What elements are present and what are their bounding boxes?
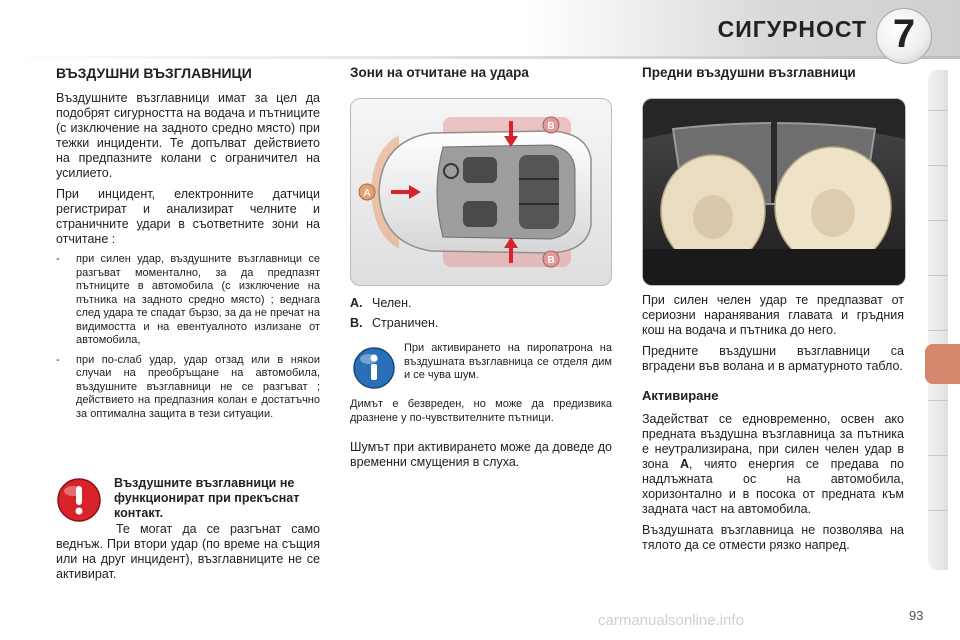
subheading-activation: Активиране bbox=[642, 388, 719, 403]
chapter-tab-divider bbox=[928, 165, 948, 166]
warning-icon bbox=[56, 477, 102, 523]
paragraph: При инцидент, електронните датчици регистрират и анализират челните и страничните удари в съответните зони на отчитане : bbox=[56, 187, 320, 246]
chapter-badge[interactable] bbox=[876, 8, 932, 64]
section-heading-airbags: ВЪЗДУШНИ ВЪЗГЛАВНИЦИ bbox=[56, 65, 252, 81]
warning-text-block bbox=[56, 522, 320, 588]
zone-legend-item: A. Челен. bbox=[350, 296, 412, 310]
paragraph: Задействат се едновременно, освен ако предната въздушна възглавница за пътника е неутрализирана, при силен челен удар в зона A, чиято енергия се предава по надлъжната ос на автомобила, хоризонтално и в посока от предната към задната част на автомобила. bbox=[642, 412, 904, 516]
right-column bbox=[642, 293, 904, 559]
chapter-tab-divider bbox=[928, 510, 948, 511]
paragraph: Въздушните възглавници имат за цел да подобрят сигурността на водача и пътниците (с изключение на задното средно място) при тежки инциденти. Те допълват действието на предпазните колани с ограничител на усилието. bbox=[56, 91, 320, 180]
paragraph: Димът е безвреден, но може да предизвика дразнене у по-чувствителните пътници. bbox=[350, 398, 612, 424]
zone-legend bbox=[350, 293, 612, 333]
right-heading-wrap bbox=[642, 65, 904, 81]
chapter-tab-divider bbox=[928, 220, 948, 221]
list-item: - при по-слаб удар, удар отзад или в някои случаи на преобръщане на автомобила, въздушните възглавници не се разгъват ; действието на предпазния колан е достатъчно за оптимална защита в тези ситуации. bbox=[56, 353, 320, 420]
chapter-tab-divider bbox=[928, 330, 948, 331]
left-column bbox=[56, 65, 320, 427]
paragraph: Въздушната възглавница не позволява на тялото да се отмести рязко напред. bbox=[642, 523, 904, 552]
paragraph: Предните въздушни възглавници са вградени във волана и в арматурното табло. bbox=[642, 344, 904, 373]
zone-label-b: B bbox=[547, 255, 555, 266]
chapter-tab-divider bbox=[928, 400, 948, 401]
page-number: 93 bbox=[909, 608, 924, 623]
section-heading-front-airbags: Предни въздушни възглавници bbox=[642, 65, 856, 80]
chapter-tab-divider bbox=[928, 275, 948, 276]
paragraph: При силен челен удар те предпазват от сериозни наранявания главата и гръдния кош на водача и пътника до него. bbox=[642, 293, 904, 337]
impact-zones-diagram bbox=[350, 98, 612, 286]
header-divider bbox=[0, 56, 960, 59]
watermark: carmanualsonline.info bbox=[598, 612, 744, 629]
warning-text: Те могат да се разгънат само веднъж. При втори удар (по време на същия или на друг инцидент), възглавниците не се активират. bbox=[56, 522, 320, 581]
front-airbags-photo bbox=[642, 98, 906, 286]
info-icon bbox=[352, 346, 396, 390]
paragraph: Шумът при активирането може да доведе до временни смущения в слуха. bbox=[350, 440, 612, 469]
zone-label-a: A bbox=[363, 188, 371, 199]
list-item: - при силен удар, въздушните възглавници се разгъват моментално, за да предпазят пътниците в автомобила (с изключение на пътника на задното средно място) ; веднага след удара те спадат бързо, за да не пречат на видимостта и на евентуалното излизане от автомобила, bbox=[56, 253, 320, 346]
zone-legend-item: B. Страничен. bbox=[350, 316, 439, 330]
chapter-number: 7 bbox=[892, 12, 916, 56]
info-text: При активирането на пиропатрона на въздушната възглавница се отделя дим и се чува шум. bbox=[404, 342, 612, 381]
chapter-tab-divider bbox=[928, 110, 948, 111]
info-note bbox=[404, 342, 612, 389]
airbags-deployed-illustration bbox=[643, 99, 905, 285]
chapter-sidebar bbox=[928, 70, 948, 570]
section-heading-zones: Зони на отчитане на удара bbox=[350, 65, 529, 80]
middle-body-2 bbox=[350, 440, 612, 476]
chapter-tab-active[interactable] bbox=[925, 344, 960, 384]
middle-body bbox=[350, 398, 612, 431]
car-topview-illustration bbox=[351, 99, 611, 285]
warning-title: Въздушните възглавници не функционират при прекъснат контакт. bbox=[114, 476, 300, 520]
zone-label-b: B bbox=[547, 121, 555, 132]
chapter-tab-divider bbox=[928, 455, 948, 456]
warning-block bbox=[114, 476, 318, 521]
middle-column-heading-wrap bbox=[350, 65, 612, 81]
page-title: СИГУРНОСТ bbox=[717, 16, 867, 42]
